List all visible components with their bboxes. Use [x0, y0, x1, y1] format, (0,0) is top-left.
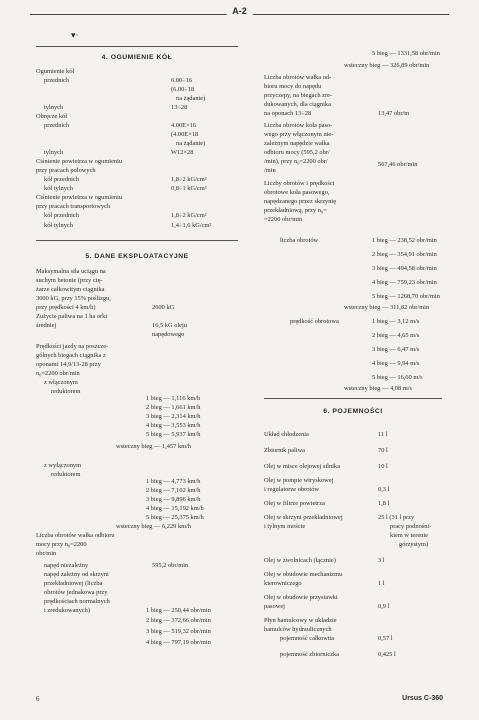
spec-line: kół przednich [44, 212, 79, 219]
heading-rule-top [264, 398, 442, 399]
spec-line: oponami 14,9/13-28 przy [36, 361, 101, 368]
heading-rule-top [36, 46, 238, 47]
spec-line: 2600 kG [152, 304, 175, 311]
spec-line: obr/min [36, 550, 57, 557]
spec-line: 4.00E×16 [171, 122, 197, 129]
spec-line: i regulatorze obrotów [264, 486, 320, 493]
spec-line: 13÷28 [171, 104, 188, 111]
spec-line: 2 bieg — 354,91 obr/min [372, 251, 437, 258]
spec-line: wsteczny bieg — 311,82 obr/min [344, 304, 430, 311]
spec-line: z włączonym [44, 379, 78, 386]
spec-line: (4.00E×18 [171, 131, 199, 138]
spec-line: Liczba obrotów wałka od- [264, 74, 332, 81]
page-number: 6 [36, 695, 40, 704]
spec-line: 3 bieg — 6,47 m/s [372, 346, 420, 353]
spec-line: na oponach 13÷28 [264, 110, 312, 117]
operating-heading: 5. DANE EKSPLOATACYJNE [85, 253, 189, 260]
spec-line: przy prędkości 4 km/h) [36, 304, 96, 311]
spec-line: 70 l [378, 447, 388, 454]
capacities-heading: 6. POJEMNOŚCI [323, 408, 383, 415]
spec-line: tylnych [44, 104, 64, 111]
spec-line: Ciśnienie powietrza w ogumieniu [36, 158, 123, 165]
spec-line: bioru mocy do napędu [264, 83, 322, 90]
spec-line: Olej w filtrze powietrza [264, 500, 325, 507]
spec-line: 3 l [378, 557, 385, 564]
spec-line: 0,57 l [378, 635, 393, 642]
model-name: Ursus C-360 [402, 695, 443, 703]
spec-line: 1,8 l [378, 500, 390, 507]
spec-line: 2 bieg — 7,102 km/h [146, 487, 201, 494]
spec-line: kół tylnych [44, 222, 73, 229]
spec-line: kół tylnych [44, 185, 73, 192]
spec-line: obrotowe koła pasowego, [264, 189, 330, 196]
spec-line: Olej w misce olejowej silnika [264, 463, 340, 470]
spec-line: Olej w zwolnicach (łącznie) [264, 557, 336, 564]
spec-line: dukowanych, dla ciągnika [264, 101, 331, 108]
spec-line: 0,9 l [378, 603, 390, 610]
spec-line: kół przednich [44, 176, 79, 183]
corner-mark: ▾· [71, 30, 79, 40]
spec-line: górzystym) [399, 541, 429, 548]
spec-line: (6.00÷18 [171, 86, 195, 93]
spec-line: Liczby obrotów i prędkości [264, 180, 335, 187]
spec-line: przednich [44, 122, 70, 129]
spec-line: 1 bieg — 238,52 obr/min [372, 237, 437, 244]
spec-line: 0,8÷1 kG/cm² [171, 185, 207, 192]
spec-line: 5 bieg — 25,375 km/h [146, 514, 204, 521]
spec-line: Prędkości jazdy na poszcze- [36, 343, 109, 350]
spec-line: 6.00÷16 [171, 77, 193, 84]
spec-line: wego przy włączonym nie- [264, 131, 334, 138]
spec-line: Maksymalna siła uciągu na [36, 268, 106, 275]
capacities-heading-block [264, 398, 442, 416]
spec-line: /min [264, 167, 276, 174]
spec-line: zależnym napędzie wałka [264, 140, 330, 147]
spec-line: 4 bieg — 3,553 km/h [146, 422, 201, 429]
spec-line: W12×28 [171, 149, 194, 156]
spec-line: przekładniowej (liczba [44, 580, 103, 587]
spec-line: napędowego [152, 331, 185, 338]
spec-line: reduktorem [51, 471, 81, 478]
spec-line: 2 bieg — 372,66 obr/min [146, 617, 211, 624]
spec-line: Olej w pompie wtryskowej [264, 477, 334, 484]
spec-line: Liczba obrotów wałka odbioru [36, 532, 115, 539]
spec-line: 3 bieg — 519,32 obr/min [146, 628, 211, 635]
spec-line: i zredukowanych) [44, 607, 90, 614]
spec-line: /min), przy n₀=2200 obr/ [264, 158, 328, 165]
spec-line: średniej [36, 322, 57, 329]
spec-line: liczba obrotów [280, 237, 319, 244]
spec-line: 5 bieg — 1331,58 obr/min [372, 50, 440, 57]
spec-line: 5 bieg — 1268,70 obr/min [372, 293, 440, 300]
spec-line: 1,8÷2 kG/cm² [171, 176, 207, 183]
spec-line: n₀=2200 obr/min [36, 370, 80, 377]
spec-line: 3 bieg — 494,58 obr/min [372, 265, 437, 272]
spec-line: prędkość obrotowa [290, 318, 339, 325]
spec-line: 3000 kG, przy 15% poślizgu, [36, 295, 111, 302]
spec-line: 1 bieg — 3,12 m/s [372, 318, 420, 325]
spec-line: Olej w obudowie przystawki [264, 594, 338, 601]
spec-line: wsteczny bieg — 6,229 km/h [116, 523, 192, 530]
spec-line: 2 bieg — 4,65 m/s [372, 332, 420, 339]
page-header [30, 6, 449, 16]
spec-line: 4 bieg — 759,23 obr/min [372, 279, 437, 286]
spec-line: pojemność zbiorniczka [280, 651, 340, 658]
spec-line: przyczepy, na biegach zre- [264, 92, 333, 99]
spec-line: kierowniczego [264, 580, 302, 587]
spec-line: 1 l [378, 580, 385, 587]
spec-line: 595,2 obr/min [152, 562, 189, 569]
spec-line: tylnych [44, 149, 64, 156]
spec-line: hamulców hydraulicznych [264, 626, 332, 633]
spec-line: =2200 obr/min [264, 216, 303, 223]
spec-line: Olej w obudowie mechanizmu [264, 571, 343, 578]
spec-line: suchym betonie (przy cię- [36, 277, 103, 284]
spec-line: na żądanie) [176, 95, 206, 102]
operating-heading-block [36, 240, 238, 261]
spec-line: na żądanie) [176, 140, 206, 147]
spec-line: 1 bieg — 1,116 km/h [146, 395, 201, 402]
spec-line: pojemność całkowita [280, 635, 335, 642]
spec-line: napęd niezależny [44, 562, 89, 569]
tires-heading-block [36, 46, 238, 62]
spec-line: obrotów jednakowa przy [44, 589, 108, 596]
spec-line: 10 l [378, 463, 388, 470]
spec-line: przy pracach transportowych [36, 203, 111, 210]
spec-line: mocy przy n₀=2200 [36, 541, 87, 548]
spec-line: 25 l (31 l przy [378, 514, 415, 521]
spec-line: 5 bieg — 16,60 m/s [372, 374, 423, 381]
tires-heading: 4. OGUMIENIE KÓŁ [101, 54, 173, 61]
spec-line: Płyn hamulcowy w układzie [264, 617, 337, 624]
spec-line: Zbiornik paliwa [264, 447, 305, 454]
spec-line: Zużycie paliwa na 1 ha orki [36, 313, 108, 320]
section-label: A-2 [226, 6, 253, 17]
spec-line: 3 bieg — 9,896 km/h [146, 496, 201, 503]
spec-line: 4 bieg — 9,94 m/s [372, 360, 420, 367]
spec-line: wsteczny bieg — 1,457 km/h [116, 443, 192, 450]
spec-line: 1,8÷2 kG/cm² [171, 212, 207, 219]
spec-line: odbioru mocy (595,2 obr/ [264, 149, 330, 156]
spec-line: napęd zależny od skrzyni [44, 571, 109, 578]
spec-line: 3 bieg — 2,314 km/h [146, 413, 201, 420]
spec-line: napędzanego przez skrzynię [264, 198, 337, 205]
spec-line: przy pracach polowych [36, 167, 96, 174]
spec-line: Układ chłodzenia [264, 431, 309, 438]
spec-line: wsteczny bieg — 326,89 obr/min [344, 62, 430, 69]
spec-line: 11 l [378, 431, 388, 438]
spec-line: prędkościach normalnych [44, 598, 110, 605]
spec-line: gólnych biegach ciągnika z [36, 352, 106, 359]
spec-line: Ogumienie kół [36, 68, 75, 75]
spec-line: 16,5 kG oleju [152, 322, 187, 329]
spec-line: 567,46 obr/min [378, 161, 418, 168]
spec-line: Liczba obrotów koła paso- [264, 122, 333, 129]
spec-line: 1 bieg — 4,773 km/h [146, 478, 201, 485]
heading-rule-top [36, 240, 238, 241]
spec-line: 4 bieg — 797,19 obr/min [146, 639, 211, 646]
spec-line: Obręcze kół [36, 113, 68, 120]
spec-line: 1 bieg — 250,44 obr/min [146, 607, 211, 614]
spec-line: 0,425 l [378, 651, 396, 658]
spec-line: pracy podnośni- [390, 523, 432, 530]
spec-line: 0,3 l [378, 486, 390, 493]
spec-line: pasowej [264, 603, 285, 610]
spec-line: przednich [44, 77, 70, 84]
spec-line: kiem w terenie [390, 532, 428, 539]
spec-line: wsteczny bieg — 4,08 m/s [344, 385, 412, 392]
spec-line: 1,4÷1,6 kG/cm² [171, 222, 212, 229]
spec-line: 4 bieg — 15,192 km/h [146, 505, 204, 512]
spec-line: Olej w skrzyni przekładniowej [264, 514, 343, 521]
spec-line: przekładniową, przy n₀= [264, 207, 327, 214]
spec-line: 2 bieg — 1,661 km/h [146, 404, 201, 411]
spec-line: żarze całkowitym ciągnika [36, 286, 105, 293]
spec-line: reduktorem [51, 388, 81, 395]
spec-line: z wyłączonym [44, 462, 82, 469]
spec-line: i tylnym moście [264, 523, 306, 530]
spec-line: 5 bieg — 5,937 km/h [146, 431, 201, 438]
spec-line: 13,47 obr/m [378, 110, 410, 117]
spec-line: Ciśnienie powietrza w ogumieniu [36, 194, 123, 201]
